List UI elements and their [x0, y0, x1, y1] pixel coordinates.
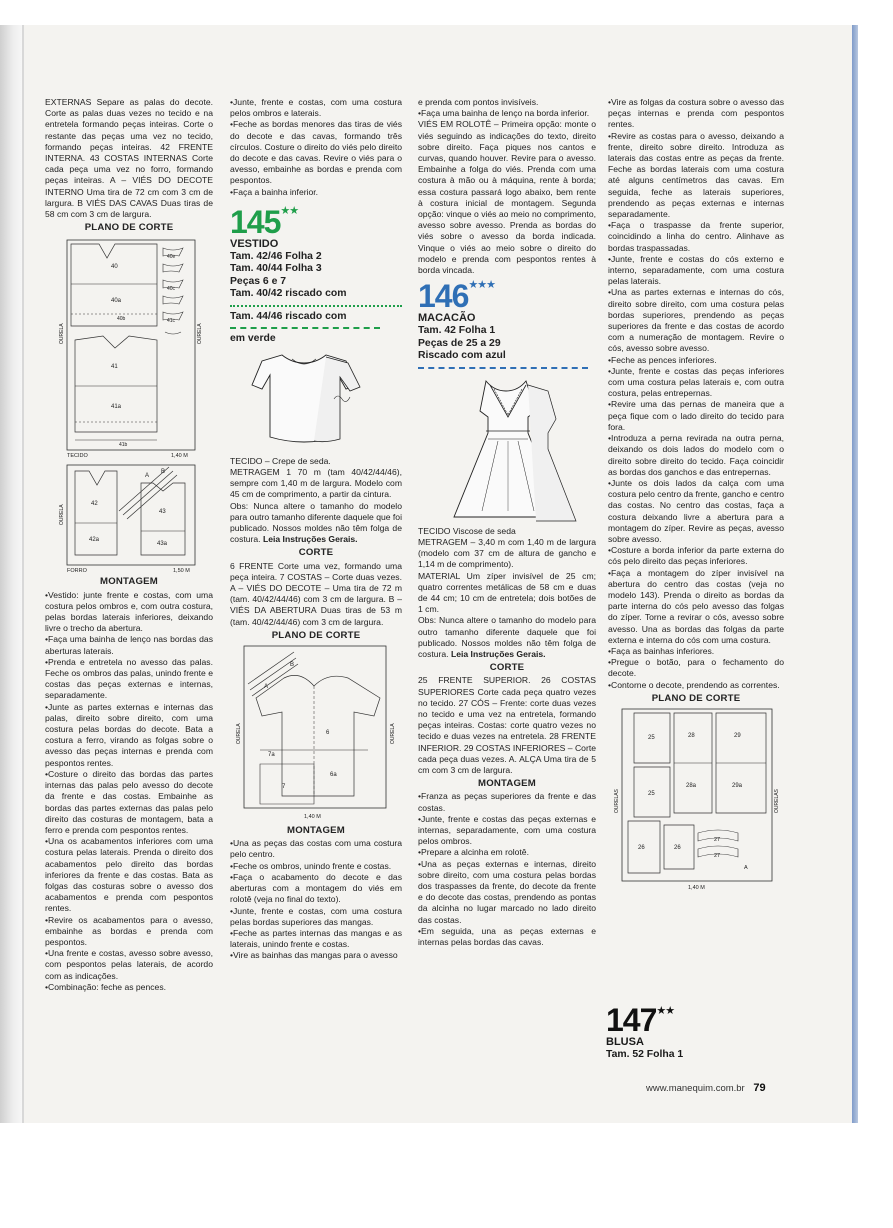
cutting-diagram-1	[45, 236, 213, 458]
note-body: Obs: Nunca altere o tamanho do modelo para outro tamanho diferente daquele que foi publicado. Nossos moldes não têm folga de costura.	[230, 500, 402, 545]
model-name: BLUSA	[606, 1036, 644, 1048]
assembly-step-12: •Faça a montagem do zíper invisível na abertura do centro das costas (veja no modelo 143). Prenda o direito as bordas da parte interna do cós pelo avesso das folgas do zíper. Torne a revirar o cós, avesso sobre avesso. Una as bordas das folgas da parte externa e interna do cós com uma costura.	[608, 567, 784, 645]
cut-instructions-text: EXTERNAS Separe as palas do decote. Corte as palas duas vezes no tecido e na entretela formando peças inteiras. Corte o restante das peças uma vez no tecido, formando peças inteiras. 42 FRENTE INTERNA. 43 COSTAS INTERNAS Corte cada peça uma vez no forro, formando peças inteiras. A – VIÉS DO DECOTE INTERNO Uma tira de 72 cm com 3 cm de largura. B VIÉS DAS CAVAS Duas tiras de 58 cm com 3 cm de largura.	[45, 97, 213, 220]
selvage-label-left: OURELAS	[614, 789, 620, 813]
selvage-label-right: OURELAS	[774, 789, 780, 813]
assembly-step-1: •Vestido: junte frente e costas, com uma costura pelos ombros e, com outra costura, pelas bordas laterais inferiores, deixando livre o trecho da abertura.	[45, 589, 213, 634]
assembly-step-8: •Una frente e costas, avesso sobre avesso, com pespontos pelas laterais, de acordo com as indicações.	[45, 948, 213, 981]
assembly-step-3: •Faça o traspasse da frente superior, coincidindo a linha do centro. Alinhave as bordas traspassadas.	[608, 220, 784, 253]
fabric-width: 1,40 M	[304, 814, 321, 821]
cutting-plan-title: PLANO DE CORTE	[84, 222, 174, 234]
piece-label-40b: 40b	[117, 316, 126, 323]
assembly-step-7: •Revire os acabamentos para o avesso, embainhe as bordas e prenda com pespontos.	[45, 914, 213, 947]
cut-text: 6 FRENTE Corte uma vez, formando uma peça inteira. 7 COSTAS – Corte duas vezes. A – VIÉS DO DECOTE – Uma tira de 72 m (tam. 40/42/44/46) com 3 cm de largura. B – VIÉS DA ABERTURA Duas tiras de 53 m (tam. 40/42/44/46) com 3 cm de largura.	[230, 560, 402, 627]
model-name: MACACÃO	[418, 312, 476, 325]
piece-label-A: A	[145, 473, 150, 480]
assembly-step-14: •Pregue o botão, para o fechamento do decote.	[608, 657, 784, 679]
cutting-plan-title: PLANO DE CORTE	[271, 629, 361, 641]
dotted-green-line	[230, 305, 402, 307]
assembly-step-2: •Revire as costas para o avesso, deixando a frente, direito sobre direito. Introduza as laterais das costas entre as peças da frente. Feche as bordas laterais com uma costura até alguns centímetros das cavas. Em seguida, feche as laterais superiores, prendendo as peças externas e internas separadamente.	[608, 130, 784, 220]
fabric-label: TECIDO	[67, 453, 88, 459]
assembly-step-4: •Junte, frente e costas, com uma costura pelas bordas superiores das mangas.	[230, 905, 402, 927]
size-spec-1: Tam. 42/46 Folha 2	[230, 250, 322, 262]
piece-label-42: 42	[91, 501, 98, 508]
assembly-step-5: •Costure o direito das bordas das partes internas das palas pelo avesso do decote da frente e das costas. Embainhe as bordas das partes externas das palas pelo direito das costuras de montagem, bata a ferro e prenda com pespontos rentes.	[45, 768, 213, 835]
note-link: Leia Instruções Gerais.	[262, 534, 358, 545]
note-text	[418, 615, 596, 660]
piece-label-B: B	[290, 662, 295, 669]
selvage-label-right: OURELA	[197, 323, 203, 345]
cutting-diagram-145	[230, 644, 402, 822]
piece-label-41b: 41b	[119, 442, 128, 449]
fabric-spec: TECIDO – Crepe de seda.	[230, 455, 331, 466]
piece-label-6: 6	[326, 730, 330, 737]
piece-label-25a: 25	[648, 734, 655, 741]
note-text	[230, 501, 402, 546]
size-spec: Tam. 52 Folha 1	[606, 1049, 684, 1060]
pieces-spec: Peças 6 e 7	[230, 275, 287, 287]
assembly-step-5: •Em seguida, una as peças externas e internas pelas bordas das cavas.	[418, 925, 596, 948]
column-2	[230, 97, 402, 962]
lining-width: 1,50 M	[173, 568, 190, 574]
material-spec: MATERIAL Um zíper invisível de 25 cm; quatro correntes metálicas de 58 cm e duas de 44 cm; 10 cm de entretela; dois botões de 1 cm.	[418, 570, 596, 615]
rolote-text: VIÉS EM ROLOTÊ – Primeira opção: monte o viés seguindo as indicações do texto, direito sobre direito. Faça piques nos cantos e curvas, quando houver. Revire para o avesso. Embainhe a folga do viés. Prenda com uma costura à mão ou à máquina, rente à borda; essa costura passará logo abaixo, bem rente à costura inicial de montagem. Segunda opção: vinque o viés ao meio no comprimento, avesso sobre avesso. Prenda as bordas do viés sobre o avesso da borda indicada. Vinque o viés ao meio sobre o direito do modelo e prenda com pespontos rentes à borda vincada.	[418, 119, 596, 276]
assembly-step-4: •Junte as partes externas e internas das palas, direito sobre direito, com uma costura pelas bordas do decote. Bata a costura a ferro, virando as folgas sobre o avesso das peças internas e prenda com pespontos rentes.	[45, 701, 213, 768]
jumpsuit-illustration	[418, 375, 596, 523]
assembly-step-3: •Faça o acabamento do decote e das aberturas com a montagem do viés em rolotê (veja no final do texto).	[230, 871, 402, 905]
assembly-title: MONTAGEM	[478, 778, 536, 790]
yardage-spec: METRAGEM 1 70 m (tam 40/42/44/46), sempre com 1,40 m de largura. Modelo com 45 cm de comprimento, a partir da cintura.	[230, 467, 402, 500]
cutting-diagram-2	[45, 461, 213, 573]
piece-label-25b: 25	[648, 790, 655, 797]
piece-label-29: 29	[734, 732, 741, 739]
dress-illustration	[230, 349, 402, 453]
fabric-width: 1,40 M	[688, 884, 705, 891]
book-spine	[0, 25, 22, 1123]
assembly-step-5: •Una as partes externas e internas do cós, direito sobre direito, com uma costura pelas bordas superiores, prendendo as peças superiores da frente e das costas de acordo com a numeração de montagem. Revire o cós, avesso sobre avesso.	[608, 287, 784, 354]
cut-title: CORTE	[298, 547, 334, 559]
note-link: Leia Instruções Gerais.	[450, 648, 546, 659]
assembly-step-9: •Introduza a perna revirada na outra perna, deixando os dois lados do modelo com o direito sobre direito do tecido. Faça coincidir as bordas dos ganchos e das entrepernas.	[608, 433, 784, 477]
assembly-step-6: •Feche as pences inferiores.	[608, 354, 717, 365]
piece-label-B: B	[161, 469, 166, 476]
assembly-step-6: •Una os acabamentos inferiores com uma costura pelas laterais. Prenda o direito dos acabamentos pelo direito das bordas inferiores da frente e das costas. Bata as folgas das costuras sobre o avesso dos acabamentos e prenda com pespontos rentes.	[45, 836, 213, 914]
difficulty-stars: ★★★	[468, 279, 495, 292]
piece-label-27a: 27	[714, 836, 721, 843]
selvage-label-right: OURELA	[390, 723, 396, 745]
piece-label-26a: 26	[638, 844, 645, 851]
cut-title: CORTE	[489, 662, 525, 674]
piece-label-40: 40	[111, 264, 118, 271]
assembly-step-1: •Vire as folgas da costura sobre o avesso das peças internas e prenda com pespontos rentes.	[608, 97, 784, 130]
piece-label-A: A	[744, 864, 748, 871]
assembly-step-6: •Vire as bainhas das mangas para o avesso	[230, 950, 398, 961]
assembly-step-7: •Junte, frente e costas das peças inferiores com uma costura pelas laterais e, com outra costura, pelas entrepernas.	[608, 365, 784, 399]
fabric-width: 1,40 M	[171, 453, 188, 459]
column-3	[418, 97, 596, 948]
dashed-green-line	[230, 327, 380, 329]
assembly-step-3: •Prepare a alcinha em rolotê.	[418, 847, 529, 858]
model-145-header	[230, 203, 402, 240]
assembly-step-13: •Faça as bainhas inferiores.	[608, 645, 715, 656]
piece-label-28a: 28a	[686, 782, 697, 789]
assembly-step-5: •Feche as partes internas das mangas e as laterais, unindo frente e costas.	[230, 927, 402, 950]
yardage-spec: METRAGEM – 3,40 m com 1,40 m de largura (modelo com 37 cm de altura de gancho e 1,14 m de comprimento).	[418, 536, 596, 570]
piece-label-A: A	[264, 684, 269, 691]
difficulty-stars: ★★	[280, 204, 299, 217]
piece-label-28: 28	[688, 732, 695, 739]
assembly-step-top-2: •Faça uma bainha de lenço na borda inferior.	[418, 108, 590, 119]
assembly-step-3: •Prenda e entretela no avesso das palas. Feche os ombros das palas, unindo frente e costas das peças externas e internas, separadamente.	[45, 656, 213, 701]
size-line-color: em verde	[230, 333, 276, 345]
dashed-blue-line	[418, 367, 588, 369]
piece-label-41: 41	[111, 364, 118, 371]
assembly-step-2: •Feche os ombros, unindo frente e costas.	[230, 860, 392, 871]
cut-text: 25 FRENTE SUPERIOR. 26 COSTAS SUPERIORES Corte cada peça quatro vezes no tecido. 27 CÓS – Frente: corte duas vezes no tecido e uma vez na entretela, formando peças inteiras. Costas: corte quatro vezes no tecido e duas vezes na entretela. 28 FRENTE INFERIOR. 29 COSTAS INFERIORES – Corte cada peça duas vezes. A. ALÇA Uma tira de 5 cm com 3 cm de largura.	[418, 675, 596, 776]
piece-label-7: 7	[282, 784, 286, 791]
model-number: 147	[606, 1002, 657, 1038]
assembly-step-1: •Una as peças das costas com uma costura pelo centro.	[230, 838, 402, 860]
piece-label-29a: 29a	[732, 782, 743, 789]
cutting-diagram-146	[608, 707, 784, 891]
size-spec-2: Tam. 40/44 Folha 3	[230, 263, 322, 275]
page-footer	[646, 1082, 766, 1094]
piece-label-41c: 41c	[167, 318, 176, 325]
size-line-spec-2: Tam. 44/46 riscado com	[230, 310, 347, 322]
selvage-label: OURELA	[59, 504, 65, 526]
assembly-step-top-1: •Junte, frente e costas, com uma costura pelos ombros e laterais.	[230, 97, 402, 119]
piece-label-40e: 40e	[167, 254, 176, 261]
size-line-spec-1: Tam. 40/42 riscado com	[230, 288, 347, 300]
cutting-plan-title: PLANO DE CORTE	[651, 692, 741, 704]
pieces-spec: Peças de 25 a 29	[418, 337, 501, 349]
assembly-step-4: •Junte, frente e costas do cós externo e interno, separadamente, com uma costura pelas laterais.	[608, 253, 784, 287]
website-link[interactable]: www.manequim.com.br	[646, 1083, 745, 1094]
assembly-step-11: •Costure a borda inferior da parte externa do cós pelo direito das peças inferiores.	[608, 545, 784, 567]
model-number: 146	[418, 278, 469, 315]
note-body: Obs: Nunca altere o tamanho do modelo para outro tamanho diferente daquele que foi publicado. Nossos moldes não têm folga de costura.	[418, 615, 596, 659]
size-spec: Tam. 42 Folha 1	[418, 325, 496, 337]
assembly-title: MONTAGEM	[287, 825, 345, 837]
model-number: 145	[230, 203, 281, 240]
assembly-step-2: •Junte, frente e costas das peças externas e internas, separadamente, com uma costura pelos ombros.	[418, 813, 596, 847]
piece-label-26b: 26	[674, 844, 681, 851]
piece-label-43a: 43a	[157, 541, 168, 548]
piece-label-27b: 27	[714, 852, 721, 859]
assembly-step-4: •Una as peças externas e internas, direito sobre direito, com uma costura pelas bordas dos traspasses da frente, do decote da frente e do decote das costas, prendendo as pontas da alcinha no lugar marcado no lado direito das costas.	[418, 858, 596, 925]
piece-label-40c: 40c	[167, 286, 176, 293]
piece-label-6a: 6a	[330, 772, 337, 779]
assembly-step-top-1: e prenda com pontos invisíveis.	[418, 97, 539, 107]
assembly-step-top-2: •Feche as bordas menores das tiras de viés do decote e das cavas, formando três círculos. Costure o direito do viés pelo direito do decote e das cavas. Revire o viés para o avesso, embainhe as bordas e prenda com pespontos.	[230, 119, 402, 186]
assembly-title: MONTAGEM	[100, 576, 158, 588]
selvage-label-left: OURELA	[236, 723, 242, 745]
assembly-step-2: •Faça uma bainha de lenço nas bordas das aberturas laterais.	[45, 634, 213, 656]
piece-label-42a: 42a	[89, 537, 100, 544]
page-edge	[852, 25, 858, 1123]
assembly-step-9: •Combinação: feche as pences.	[45, 981, 167, 992]
difficulty-stars: ★★	[656, 1005, 675, 1017]
line-color-spec: Riscado com azul	[418, 350, 506, 362]
piece-label-41a: 41a	[111, 404, 122, 411]
piece-label-43: 43	[159, 509, 166, 516]
piece-label-7a: 7a	[268, 752, 275, 759]
page-number: 79	[753, 1082, 766, 1094]
model-146-header	[418, 278, 596, 315]
piece-label-40a: 40a	[111, 298, 122, 305]
assembly-step-15: •Contorne o decote, prendendo as correntes.	[608, 679, 780, 690]
lining-label: FORRO	[67, 568, 87, 574]
assembly-step-8: •Revire uma das pernas de maneira que a peça fique com o lado direito do tecido para fora.	[608, 399, 784, 432]
assembly-step-10: •Junte os dois lados da calça com uma costura pelo centro da frente, gancho e centro das costas. No centro das costas, faça a costura deixando livre a abertura para a montagem do zíper. Revire as peças, avesso sobre avesso.	[608, 477, 784, 544]
column-4	[608, 97, 784, 894]
assembly-step-1: •Franza as peças superiores da frente e das costas.	[418, 791, 596, 813]
model-147-header	[606, 1004, 683, 1062]
model-name: VESTIDO	[230, 237, 279, 250]
fabric-spec: TECIDO Viscose de seda	[418, 525, 516, 536]
selvage-label-left: OURELA	[59, 323, 65, 345]
assembly-step-top-3: •Faça a bainha inferior.	[230, 186, 319, 197]
column-1	[45, 97, 213, 993]
